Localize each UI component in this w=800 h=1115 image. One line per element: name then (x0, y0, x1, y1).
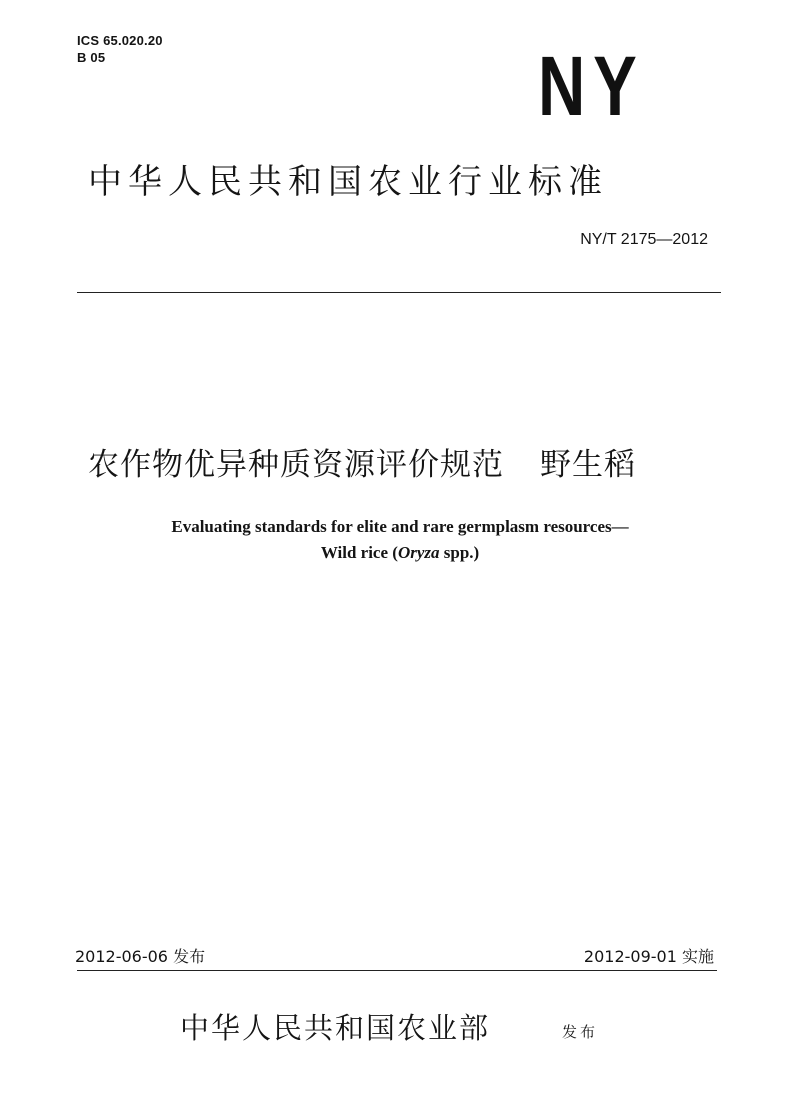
english-title-line-2-prefix: Wild rice ( (320, 543, 398, 562)
issuer-suffix: 发布 (562, 1023, 599, 1041)
chinese-title-sub: 野生稻 (540, 447, 636, 483)
standard-type-heading: 中华人民共和国农业行业标准 (88, 162, 608, 202)
english-title-line-1: Evaluating standards for elite and rare germplasm resources— (171, 517, 629, 536)
english-title (0, 514, 800, 566)
chinese-title-main: 农作物优异种质资源评价规范 (88, 447, 504, 483)
standard-number: NY/T 2175—2012 (580, 231, 708, 248)
english-title-genus: Oryza (397, 543, 440, 562)
top-divider (77, 292, 721, 293)
chinese-title (88, 444, 636, 486)
publish-date: 2012-06-06 发布 (75, 947, 206, 966)
bottom-divider (77, 970, 717, 971)
issuer-name: 中华人民共和国农业部 (180, 1011, 491, 1045)
implement-date: 2012-09-01 实施 (583, 947, 714, 966)
ccs-code: B 05 (77, 50, 106, 65)
ics-code: ICS 65.020.20 (77, 33, 163, 48)
ny-logo: NY (538, 39, 645, 133)
english-title-line-2 (0, 540, 800, 566)
english-title-line-2-suffix: spp.) (439, 543, 480, 562)
